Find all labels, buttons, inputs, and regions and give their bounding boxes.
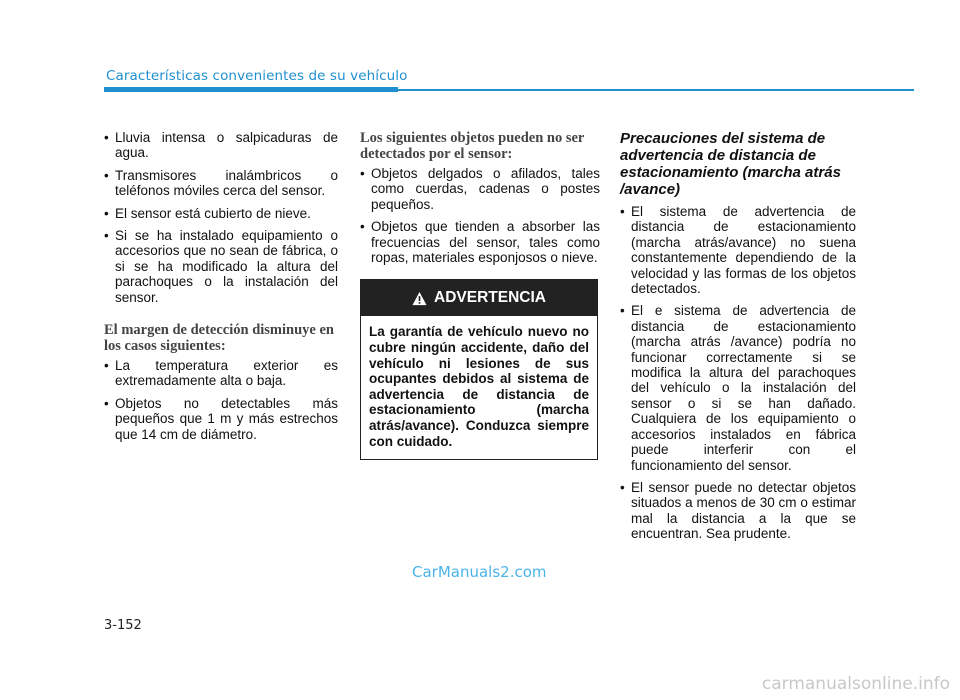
bullet-dot: • bbox=[620, 204, 625, 219]
list-item: • El sensor está cubierto de nieve. bbox=[104, 205, 311, 221]
list-item: • Objetos no detectables más pequeños que 1 m y más estrechos que 14 cm de diámetro. bbox=[104, 395, 338, 442]
watermark-link[interactable]: CarManuals2.com bbox=[412, 563, 547, 581]
list-item: • El sistema de advertencia de distancia de estacionamiento (marcha atrás/avance) no suena constantemente dependiendo de la velocidad y las formas de los objetos detectados. bbox=[620, 204, 856, 297]
list-item: • Objetos delgados o afilados, tales como cuerdas, cadenas o postes pequeños. bbox=[360, 166, 600, 212]
bullet-list-margin bbox=[104, 358, 338, 442]
bullet-list-conditions bbox=[104, 130, 338, 305]
bullet-dot: • bbox=[360, 219, 365, 235]
header-rule-thin bbox=[398, 89, 914, 91]
column-3 bbox=[620, 130, 856, 549]
warning-triangle-icon bbox=[412, 291, 427, 306]
undetected-objects-heading: Los siguientes objetos pueden no ser detectados por el sensor: bbox=[360, 130, 585, 162]
bullet-dot: • bbox=[104, 167, 109, 183]
bullet-dot: • bbox=[104, 395, 109, 411]
column-1 bbox=[104, 130, 338, 449]
column-2 bbox=[360, 130, 600, 460]
list-item: • Transmisores inalámbricos o teléfonos móviles cerca del sensor. bbox=[104, 167, 338, 199]
header-rule-thick bbox=[104, 87, 398, 92]
bullet-list-precautions bbox=[620, 204, 856, 542]
section-title: Características convenientes de su vehículo bbox=[106, 68, 408, 84]
warning-box bbox=[360, 279, 598, 460]
warning-header bbox=[361, 280, 597, 316]
precautions-heading: Precauciones del sistema de advertencia de distancia de estacionamiento (marcha atrás /avance) bbox=[620, 130, 841, 198]
page-number: 3-152 bbox=[104, 618, 142, 633]
bullet-dot: • bbox=[620, 303, 625, 319]
warning-title: ADVERTENCIA bbox=[434, 289, 546, 307]
bullet-dot: • bbox=[620, 479, 625, 495]
bullet-dot: • bbox=[360, 166, 365, 181]
detection-margin-heading: El margen de detección disminuye en los casos siguientes: bbox=[104, 322, 334, 355]
list-item: • Si se ha instalado equipamiento o accesorios que no sean de fábrica, o si se ha modificado la altura del parachoques o la instalación del sensor. bbox=[104, 228, 338, 305]
warning-text: La garantía de vehículo nuevo no cubre ningún accidente, daño del vehículo ni lesiones de sus ocupantes debidos al sistema de advertencia de distancia de estacionamiento (marcha atrás/avance). Conduzca siempre con cuidado. bbox=[369, 324, 589, 449]
bullet-dot: • bbox=[104, 130, 109, 145]
list-item: • Lluvia intensa o salpicaduras de agua. bbox=[104, 130, 338, 161]
bullet-dot: • bbox=[104, 358, 109, 374]
bullet-list-objects bbox=[360, 166, 600, 265]
list-item: • El sensor puede no detectar objetos situados a menos de 30 cm o estimar mal la distancia a la que se encuentran. Sea prudente. bbox=[620, 479, 856, 542]
bullet-dot: • bbox=[104, 228, 109, 244]
footer-site-link[interactable]: carmanualsonline.info bbox=[761, 674, 950, 694]
bullet-dot: • bbox=[104, 205, 109, 221]
list-item: • Objetos que tienden a absorber las frecuencias del sensor, tales como ropas, materiales esponjosos o nieve. bbox=[360, 219, 600, 266]
list-item: • La temperatura exterior es extremadamente alta o baja. bbox=[104, 358, 338, 389]
section-header bbox=[104, 68, 914, 94]
list-item: • El e sistema de advertencia de distancia de estacionamiento (marcha atrás /avance) podría no funcionar correctamente si se modifica la altura del parachoques del vehículo o la instalación del sensor o si se han dañado. Cualquiera de los equipamiento o accesorios instalados en fábrica puede interferir con el funcionamiento del sensor. bbox=[620, 303, 856, 473]
